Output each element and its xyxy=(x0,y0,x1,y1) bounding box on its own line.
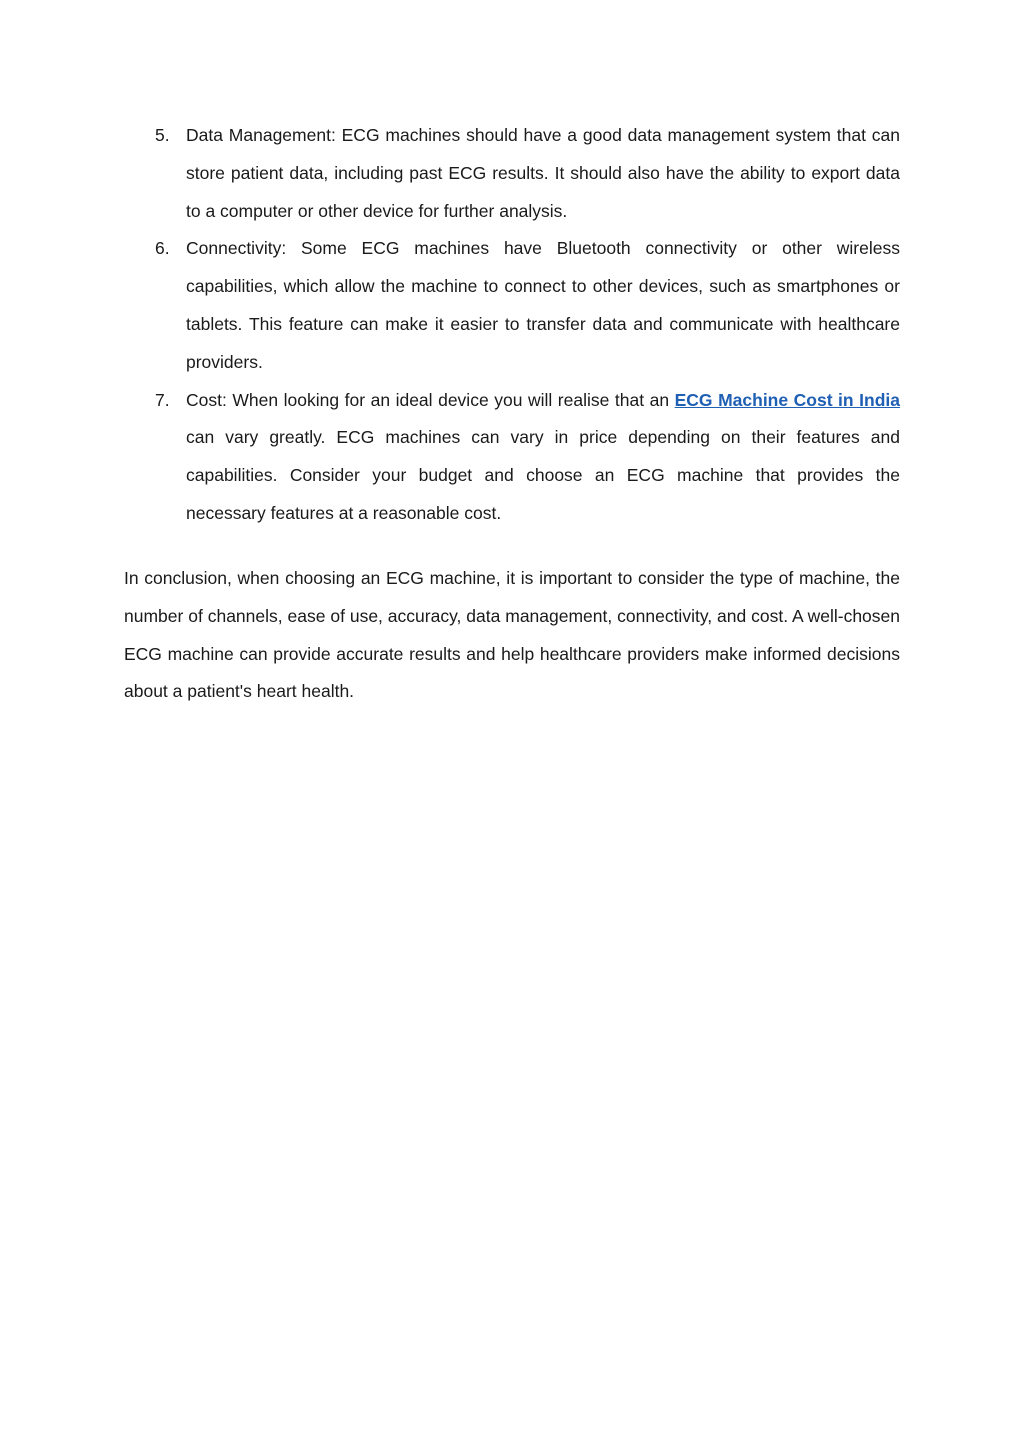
list-item-text: Connectivity: Some ECG machines have Bluetooth connectivity or other wireless capabilities, which allow the machine to connect to other devices, such as smartphones or tablets. This feature can make it easier to transfer data and communicate with healthcare providers. xyxy=(186,238,900,372)
list-item-number: 6. xyxy=(155,238,170,259)
list-item-text: Data Management: ECG machines should have a good data management system that can store patient data, including past ECG results. It should also have the ability to export data to a computer or other device for further analysis. xyxy=(186,125,900,221)
list-item-text-before: Cost: When looking for an ideal device you will realise that an xyxy=(186,389,675,410)
list-item-number: 7. xyxy=(155,389,170,410)
ecg-machine-cost-link[interactable]: ECG Machine Cost in India xyxy=(674,389,900,410)
feature-list xyxy=(124,117,900,533)
list-item-number: 5. xyxy=(155,125,170,145)
conclusion-paragraph: In conclusion, when choosing an ECG machine, it is important to consider the type of machine, the number of channels, ease of use, accuracy, data management, connectivity, and cost. A well-chosen ECG machine can provide accurate results and help healthcare providers make informed decisions about a patient's heart health. xyxy=(124,568,900,702)
list-item-data-management xyxy=(124,117,900,230)
list-item-text-after: can vary greatly. ECG machines can vary in price depending on their features and capabilities. Consider your budget and choose an ECG machine that provides the necessary features at a reasonable cost. xyxy=(186,427,900,523)
list-item-connectivity xyxy=(124,230,900,381)
list-item-cost xyxy=(124,382,900,533)
